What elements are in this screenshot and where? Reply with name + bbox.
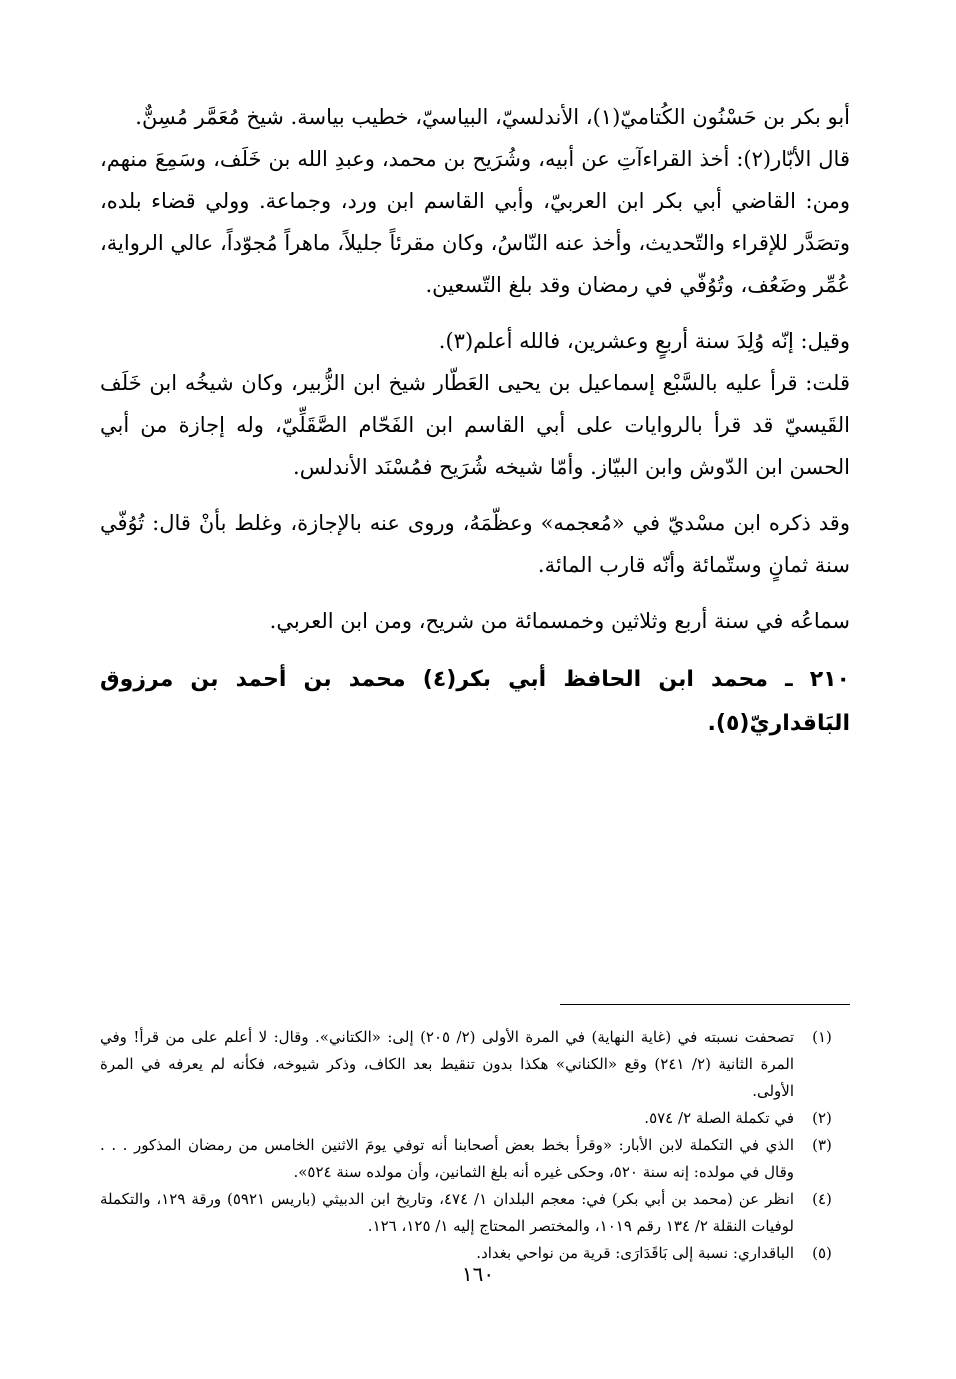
- paragraph-4: قلت: قرأ عليه بالسَّبْع إسماعيل بن يحيى العَطّار شيخ ابن الزُّبير، وكان شيخُه ابن خَلَف القَيسيّ قد قرأ بالروايات على أبي القاسم ابن الفَحّام الصَّقَلِّيّ، وله إجازة من أبي الحسن ابن الدّوش وابن البيّاز. وأمّا شيخه شُرَيح فمُسْنَد الأندلس.: [100, 371, 850, 479]
- paragraph-3: وقيل: إنّه وُلِدَ سنة أربعٍ وعشرين، فالله أعلم(٣).: [438, 329, 850, 353]
- footnote: [100, 1105, 850, 1132]
- footnote: [100, 1132, 850, 1186]
- footnote-number: (٥): [812, 1244, 832, 1262]
- footnote-number: (١): [812, 1028, 832, 1046]
- footnote-text: الباقداري: نسبة إلى بَاقَدَارَى: قرية من نواحي بغداد.: [476, 1244, 794, 1262]
- page-number: ١٦٠: [461, 1262, 495, 1286]
- page-body: [100, 96, 850, 1262]
- paragraph-1: أبو بكر بن حَسْنُون الكُتاميّ(١)، الأندلسيّ، البياسيّ، خطيب بياسة. شيخ مُعَمَّر مُسِنٌّ.: [135, 105, 850, 129]
- footnote-text: في تكملة الصلة ٢/ ٥٧٤.: [644, 1109, 794, 1127]
- footnote-number: (٢): [812, 1109, 832, 1127]
- footnote-divider: [560, 1004, 850, 1005]
- footnote-text: الذي في التكملة لابن الأبار: «وقرأ بخط بعض أصحابنا أنه توفي يومَ الاثنين الخامس من رمضان المذكور . . . وقال في مولده: إنه سنة ٥٢٠، وحكى غيره أنه بلغ الثمانين، وأن مولده سنة ٥٢٤».: [100, 1136, 794, 1181]
- footnote-text: تصحفت نسبته في (غاية النهاية) في المرة الأولى (٢/ ٢٠٥) إلى: «الكتاني». وقال: لا أعلم على من قرأ! وفي المرة الثانية (٢/ ٢٤١) وقع «الكناني» هكذا بدون تنقيط بعد الكاف، وذكر شيوخه، فكأنه لم يعرفه في المرة الأولى.: [100, 1028, 795, 1100]
- paragraph-6: سماعُه في سنة أربع وثلاثين وخمسمائة من شريح، ومن ابن العربي.: [269, 609, 850, 633]
- footnote-number: (٤): [812, 1190, 832, 1208]
- footnote-number: (٣): [812, 1136, 832, 1154]
- footnote: [100, 1186, 850, 1240]
- main-text: [100, 96, 850, 746]
- footnote-text: انظر عن (محمد بن أبي بكر) في: معجم البلدان ١/ ٤٧٤، وتاريخ ابن الدبيثي (باريس ٥٩٢١) ورقة ١٢٩، والتكملة لوفيات النقلة ٢/ ١٣٤ رقم ١٠١٩، والمختصر المحتاج إليه ١/ ١٢٥، ١٢٦.: [100, 1190, 794, 1235]
- paragraph-2: قال الأبّار(٢): أخذ القراءآتِ عن أبيه، وشُرَيح بن محمد، وعبدِ الله بن خَلَف، وسَمِعَ منهم، ومن: القاضي أبي بكر ابن العربيّ، وأبي القاسم ابن ورد، وجماعة. وولي قضاء بلده، وتصَدَّر للإقراء والتّحديث، وأخذ عنه النّاسُ، وكان مقرئاً جليلاً، ماهراً مُجوّداً، عالي الرواية، عُمِّر وضَعُف، وتُوُفّي في رمضان وقد بلغ التّسعين.: [100, 147, 850, 297]
- footnotes: [100, 1024, 850, 1267]
- paragraph-5: وقد ذكره ابن مسْديّ في «مُعجمه» وعظّمَهُ، وروى عنه بالإجازة، وغلط بأنْ قال: تُوُفّي سنة ثمانٍ وستّمائة وأنّه قارب المائة.: [100, 511, 850, 577]
- footnote: [100, 1024, 850, 1105]
- entry-heading: ٢١٠ ـ محمد ابن الحافظ أبي بكر(٤) محمد بن أحمد بن مرزوق البَاقداريّ(٥).: [100, 667, 850, 736]
